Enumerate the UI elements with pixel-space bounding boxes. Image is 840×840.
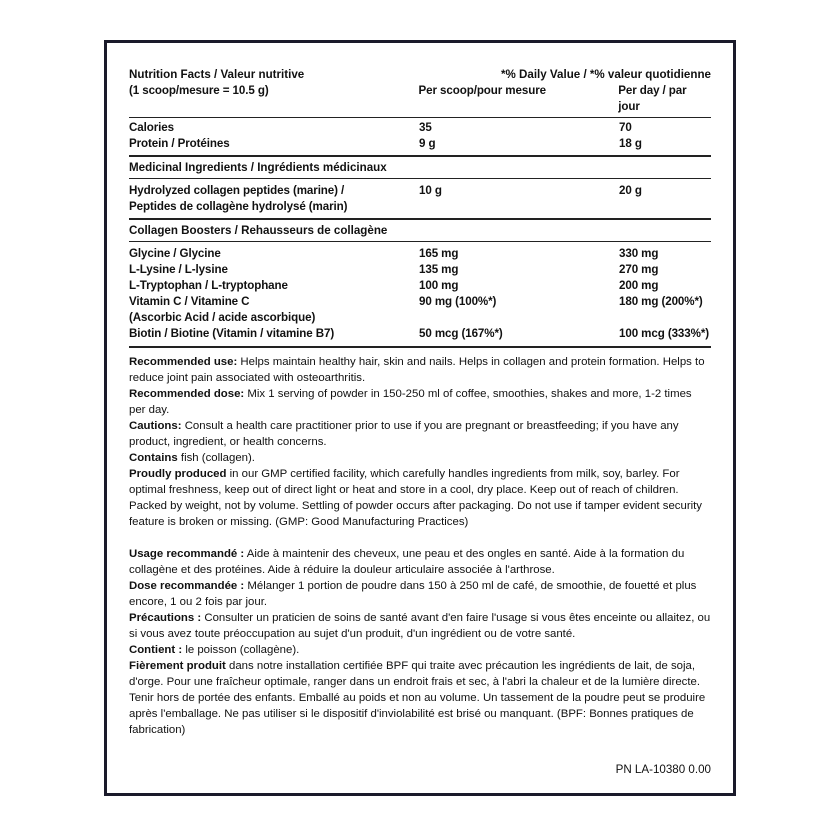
paragraph-label: Précautions : [129,612,202,624]
booster-per-day: 100 mcg (333%*) [619,327,710,340]
paragraph-label: Cautions: [129,420,182,432]
booster-name: Biotin / Biotine (Vitamin / vitamine B7) [129,327,335,340]
paragraph-text: le poisson (collagène). [182,644,300,656]
nutrient-name: Calories [129,121,174,134]
col-header-per-scoop: Per scoop/pour mesure [418,84,546,97]
booster-per-day: 200 mg [619,279,659,292]
col-header-per-day: Per day / par jour [618,84,687,113]
facts-header [129,67,711,83]
booster-row [129,278,711,294]
label-content [129,67,711,738]
booster-per-scoop: 100 mg [419,279,459,292]
usage-recommande [129,546,711,578]
paragraph-text: Mix 1 serving of powder in 150-250 ml of coffee, smoothies, shakes and more, 1-2 times per day. [129,388,692,416]
french-directions [129,546,711,738]
english-directions [129,354,711,530]
paragraph-label: Contains [129,452,178,464]
booster-row [129,326,711,342]
medicinal-title: Medicinal Ingredients / Ingrédients médicinaux [129,161,387,174]
nutrient-per-scoop: 9 g [419,137,436,150]
recommended-use [129,354,711,386]
paragraph-text: dans notre installation certifiée BPF qui traite avec précaution les ingrédients de lait, de soja, d'orge. Pour une fraîcheur optimale, ranger dans un endroit frais et sec, à l'abri la chaleur et de la lumière directe. Tenir hors de portée des enfants. Emballé au poids et non au volume. Un tassement de la poudre peut se produire après l'emballage. Ne pas utiliser si le dispositif d'inviolabilité est brisé ou manquant. (BPF: Bonnes pratiques de fabrication) [129,660,706,736]
booster-row [129,310,711,326]
paragraph-label: Fièrement produit [129,660,226,672]
booster-name: L-Lysine / L-lysine [129,263,228,276]
divider [129,241,711,242]
booster-name: (Ascorbic Acid / acide ascorbique) [129,311,316,324]
paragraph-label: Usage recommandé : [129,548,245,560]
booster-per-scoop: 90 mg (100%*) [419,295,497,308]
contient [129,642,711,658]
part-number: PN LA-10380 0.00 [615,763,711,776]
nutrient-per-scoop: 35 [419,121,432,134]
nutrient-per-day: 70 [619,121,632,134]
divider [129,178,711,179]
medicinal-row [129,183,711,215]
paragraph-text: Consulter un praticien de soins de santé avant d'en faire l'usage si vous êtes enceinte ou allaitez, ou si vous avez toute préoccupation au sujet d'un produit, d'un ingrédient ou de votre santé. [129,612,711,640]
booster-per-scoop: 50 mcg (167%*) [419,327,503,340]
nutrient-name: Protein / Protéines [129,137,230,150]
dose-recommandee [129,578,711,610]
serving-size: (1 scoop/mesure = 10.5 g) [129,84,269,97]
paragraph-text: Mélanger 1 portion de poudre dans 150 à 250 ml de café, de smoothie, de fouetté et plus encore, 1 ou 2 fois par jour. [129,580,697,608]
daily-value-note: *% Daily Value / *% valeur quotidienne [500,68,711,81]
booster-per-day: 330 mg [619,247,659,260]
paragraph-label: Dose recommandée : [129,580,245,592]
nutrient-row-calories [129,120,711,136]
booster-per-scoop [419,310,619,326]
booster-row [129,294,711,310]
paragraph-text: Consult a health care practitioner prior to use if you are pregnant or breastfeeding; if you have any product, ingredient, or health concerns. [129,420,679,448]
paragraph-label: Proudly produced [129,468,227,480]
medicinal-name-line2: Peptides de collagène hydrolysé (marin) [129,200,348,213]
divider [129,346,711,348]
serving-row [129,83,711,115]
medicinal-per-day: 20 g [619,184,642,197]
contains [129,450,711,466]
paragraph-text: in our GMP certified facility, which carefully handles ingredients from milk, soy, barley. For optimal freshness, keep out of direct light or heat and store in a cool, dry place. Keep out of reach of children. Packed by weight, not by volume. Settling of powder occurs after packaging. Do not use if tamper evident security feature is broken or missing. (GMP: Good Manufacturing Practices) [129,468,702,528]
nutrient-per-day: 18 g [619,137,642,150]
precautions [129,610,711,642]
booster-name: L-Tryptophan / L-tryptophane [129,279,288,292]
paragraph-label: Recommended dose: [129,388,245,400]
booster-row [129,246,711,262]
recommended-dose [129,386,711,418]
paragraph-text: Helps maintain healthy hair, skin and nails. Helps in collagen and protein formation. Helps to reduce joint pain associated with osteoarthritis. [129,356,705,384]
booster-per-day: 270 mg [619,263,659,276]
divider [129,117,711,118]
paragraph-text: fish (collagen). [177,452,255,464]
cautions [129,418,711,450]
boosters-table [129,246,711,342]
booster-row [129,262,711,278]
boosters-title: Collagen Boosters / Rehausseurs de collagène [129,224,388,237]
booster-name: Vitamin C / Vitamine C [129,295,250,308]
booster-name: Glycine / Glycine [129,247,221,260]
proudly-produced [129,466,711,530]
nutrition-label-panel [104,40,736,796]
paragraph-label: Recommended use: [129,356,238,368]
booster-per-scoop: 135 mg [419,263,459,276]
nutrient-row-protein [129,136,711,152]
medicinal-name-line1: Hydrolyzed collagen peptides (marine) / [129,184,345,197]
facts-title: Nutrition Facts / Valeur nutritive [129,68,305,81]
fierement-produit [129,658,711,738]
paragraph-label: Contient : [129,644,183,656]
divider [129,218,711,220]
booster-per-day: 180 mg (200%*) [619,295,703,308]
paragraph-text: Aide à maintenir des cheveux, une peau et des ongles en santé. Aide à la formation du collagène et des protéines. Aide à réduire la douleur articulaire associée à l'arthrose. [129,548,685,576]
medicinal-per-scoop: 10 g [419,184,442,197]
divider [129,155,711,157]
booster-per-scoop: 165 mg [419,247,459,260]
medicinal-name [129,183,419,215]
